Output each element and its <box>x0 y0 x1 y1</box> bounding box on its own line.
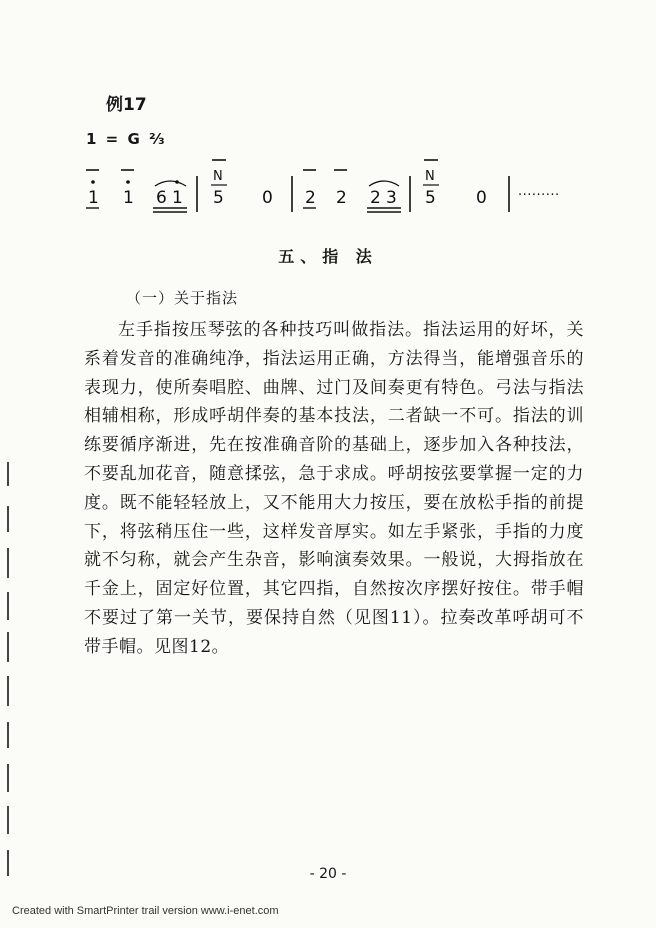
note-4: 1 <box>172 188 183 208</box>
page-number: - 20 - <box>309 866 347 882</box>
margin-mark <box>7 850 9 876</box>
margin-mark <box>7 764 9 792</box>
note-2: 1 <box>123 188 134 208</box>
body-text <box>84 316 584 662</box>
subsection-title: （一）关于指法 <box>126 289 239 307</box>
note-7: 2 <box>305 188 316 208</box>
note-6: 0 <box>262 188 273 208</box>
note-1: 1 <box>88 188 99 208</box>
note-3: 6 <box>156 188 167 208</box>
watermark: Created with SmartPrinter trail version www.i-enet.com <box>12 905 279 917</box>
margin-mark <box>7 462 9 486</box>
margin-mark <box>7 506 9 532</box>
example-label: 例17 <box>106 95 147 115</box>
music-notation <box>0 0 656 230</box>
note-9: 2 <box>370 188 381 208</box>
margin-mark <box>7 722 9 748</box>
margin-mark <box>7 632 9 662</box>
paragraph: 左手指按压琴弦的各种技巧叫做指法。指法运用的好坏，关系着发音的准确纯净，指法运用正确，方法得当，能增强音乐的表现力，使所奏唱腔、曲牌、过门及间奏更有特色。弓法与指法相辅相称，形成呼胡伴奏的基本技法，二者缺一不可。指法的训练要循序渐进，先在按准确音阶的基础上，逐步加入各种技法，不要乱加花音，随意揉弦，急于求成。呼胡按弦要掌握一定的力度。既不能轻轻放上，又不能用大力按压，要在放松手指的前提下，将弦稍压住一些，这样发音厚实。如左手紧张，手指的力度就不匀称，就会产生杂音，影响演奏效果。一般说，大拇指放在千金上，固定好位置，其它四指，自然按次序摆好按住。带手帽不要过了第一关节，要保持自然（见图11）。拉奏改革呼胡可不带手帽。见图12。 <box>84 320 584 657</box>
note-11: 5 <box>425 188 436 208</box>
continuation-dots: ········· <box>518 188 560 203</box>
margin-mark <box>7 676 9 706</box>
note-10: 3 <box>386 188 397 208</box>
section-title: 五、指 法 <box>278 247 378 266</box>
n-mark-1: N <box>213 169 223 184</box>
margin-mark <box>7 592 9 620</box>
note-8: 2 <box>336 188 347 208</box>
note-12: 0 <box>476 188 487 208</box>
key-signature: 1 = G ⅔ <box>86 130 167 148</box>
margin-mark <box>7 806 9 834</box>
margin-mark <box>7 548 9 578</box>
n-mark-2: N <box>425 169 435 184</box>
note-5: 5 <box>213 188 224 208</box>
